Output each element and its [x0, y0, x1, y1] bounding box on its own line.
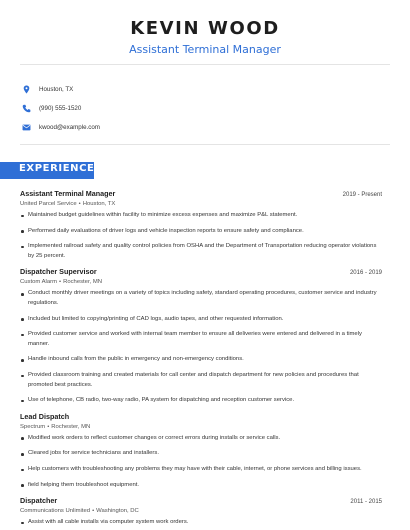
- bullet-item: Modified work orders to reflect customer changes or correct errors during installs or service calls.: [20, 434, 382, 444]
- email-icon: [22, 123, 31, 132]
- separator-dot: •: [92, 508, 95, 515]
- experience-list: [20, 189, 382, 530]
- job-company: United Parcel Service: [20, 201, 77, 207]
- job-entry: [20, 412, 382, 490]
- candidate-name: KEVIN WOOD: [130, 18, 280, 39]
- bullet-item: Handle inbound calls from the public in emergency and non-emergency conditions.: [20, 355, 382, 365]
- phone-text: (990) 555-1520: [39, 105, 82, 112]
- job-header: [20, 189, 382, 198]
- job-subtitle: [20, 279, 382, 285]
- job-subtitle: [20, 201, 382, 207]
- job-company: Custom Alarm: [20, 279, 57, 286]
- section-title-experience: EXPERIENCE: [19, 163, 95, 174]
- job-bullets: [20, 434, 382, 490]
- bullet-item: Performed daily evaluations of driver logs and vehicle inspection reports to ensure safety and compliance.: [20, 227, 382, 237]
- job-header: [20, 412, 382, 421]
- bullet-item: Provided customer service and worked with internal team member to ensure all deliveries were entered and delivered in a timely manner.: [20, 330, 382, 349]
- job-dates: 2019 - Present: [342, 192, 382, 198]
- bullet-item: Use of telephone, CB radio, two-way radio, PA system for dispatching and reception customer service.: [20, 396, 382, 406]
- bullet-item: Assist with all cable installs via computer system work orders.: [20, 518, 382, 528]
- job-title: Dispatcher: [20, 496, 58, 506]
- job-entry: [20, 496, 382, 528]
- job-subtitle: [20, 424, 382, 430]
- job-bullets: [20, 289, 382, 405]
- job-dates: 2011 - 2015: [350, 499, 382, 506]
- map-pin-icon: [22, 85, 31, 94]
- job-entry: [20, 189, 382, 261]
- separator-dot: •: [59, 279, 62, 286]
- job-location: Rochester, MN: [63, 279, 103, 286]
- candidate-title: Assistant Terminal Manager: [129, 43, 281, 56]
- job-subtitle: [20, 508, 382, 514]
- job-bullets: [20, 518, 382, 528]
- contact-list: [22, 80, 100, 137]
- job-entry: [20, 267, 382, 405]
- job-bullets: [20, 211, 382, 261]
- job-dates: 2016 - 2019: [349, 270, 382, 277]
- bullet-item: Cleared jobs for service technicians and installers.: [20, 449, 382, 459]
- job-header: [20, 267, 382, 276]
- job-company: Spectrum: [20, 423, 46, 430]
- bullet-item: field helping them troubleshoot equipment.: [20, 481, 382, 491]
- divider-bottom: [20, 144, 390, 145]
- job-title: Lead Dispatch: [20, 411, 70, 421]
- bullet-item: Maintained budget guidelines within facility to minimize excess expenses and maximize P&L statement.: [20, 211, 382, 221]
- job-company: Communications Unlimited: [20, 508, 91, 515]
- separator-dot: •: [78, 201, 81, 207]
- job-location: Washington, DC: [96, 508, 139, 515]
- job-location: Houston, TX: [82, 201, 116, 207]
- separator-dot: •: [47, 423, 50, 430]
- resume-header: [0, 0, 410, 56]
- contact-phone: [22, 99, 100, 118]
- job-title: Assistant Terminal Manager: [20, 189, 116, 198]
- email-text: kwood@example.com: [39, 124, 100, 131]
- contact-location: [22, 80, 100, 99]
- phone-icon: [22, 104, 31, 113]
- bullet-item: Implemented railroad safety and quality control policies from OSHA and the Department of Transportation reducing operator violations by 25 percent.: [20, 242, 382, 261]
- location-text: Houston, TX: [39, 86, 74, 93]
- job-title: Dispatcher Supervisor: [20, 267, 97, 277]
- bullet-item: Conduct monthly driver meetings on a variety of topics including safety, standard operating procedures, customer service and industry regulations.: [20, 289, 382, 308]
- contact-email: [22, 118, 100, 137]
- divider-top: [20, 64, 390, 65]
- bullet-item: Included but limited to copying/printing of CAD logs, audio tapes, and other requested information.: [20, 315, 382, 325]
- job-header: [20, 496, 382, 505]
- bullet-item: Help customers with troubleshooting any problems they may have with their cable, internet, or phone services and billing issues.: [20, 465, 382, 475]
- bullet-item: Provided classroom training and created materials for call center and dispatch department for new policies and procedures that promoted best practices.: [20, 371, 382, 390]
- job-location: Rochester, MN: [51, 423, 91, 430]
